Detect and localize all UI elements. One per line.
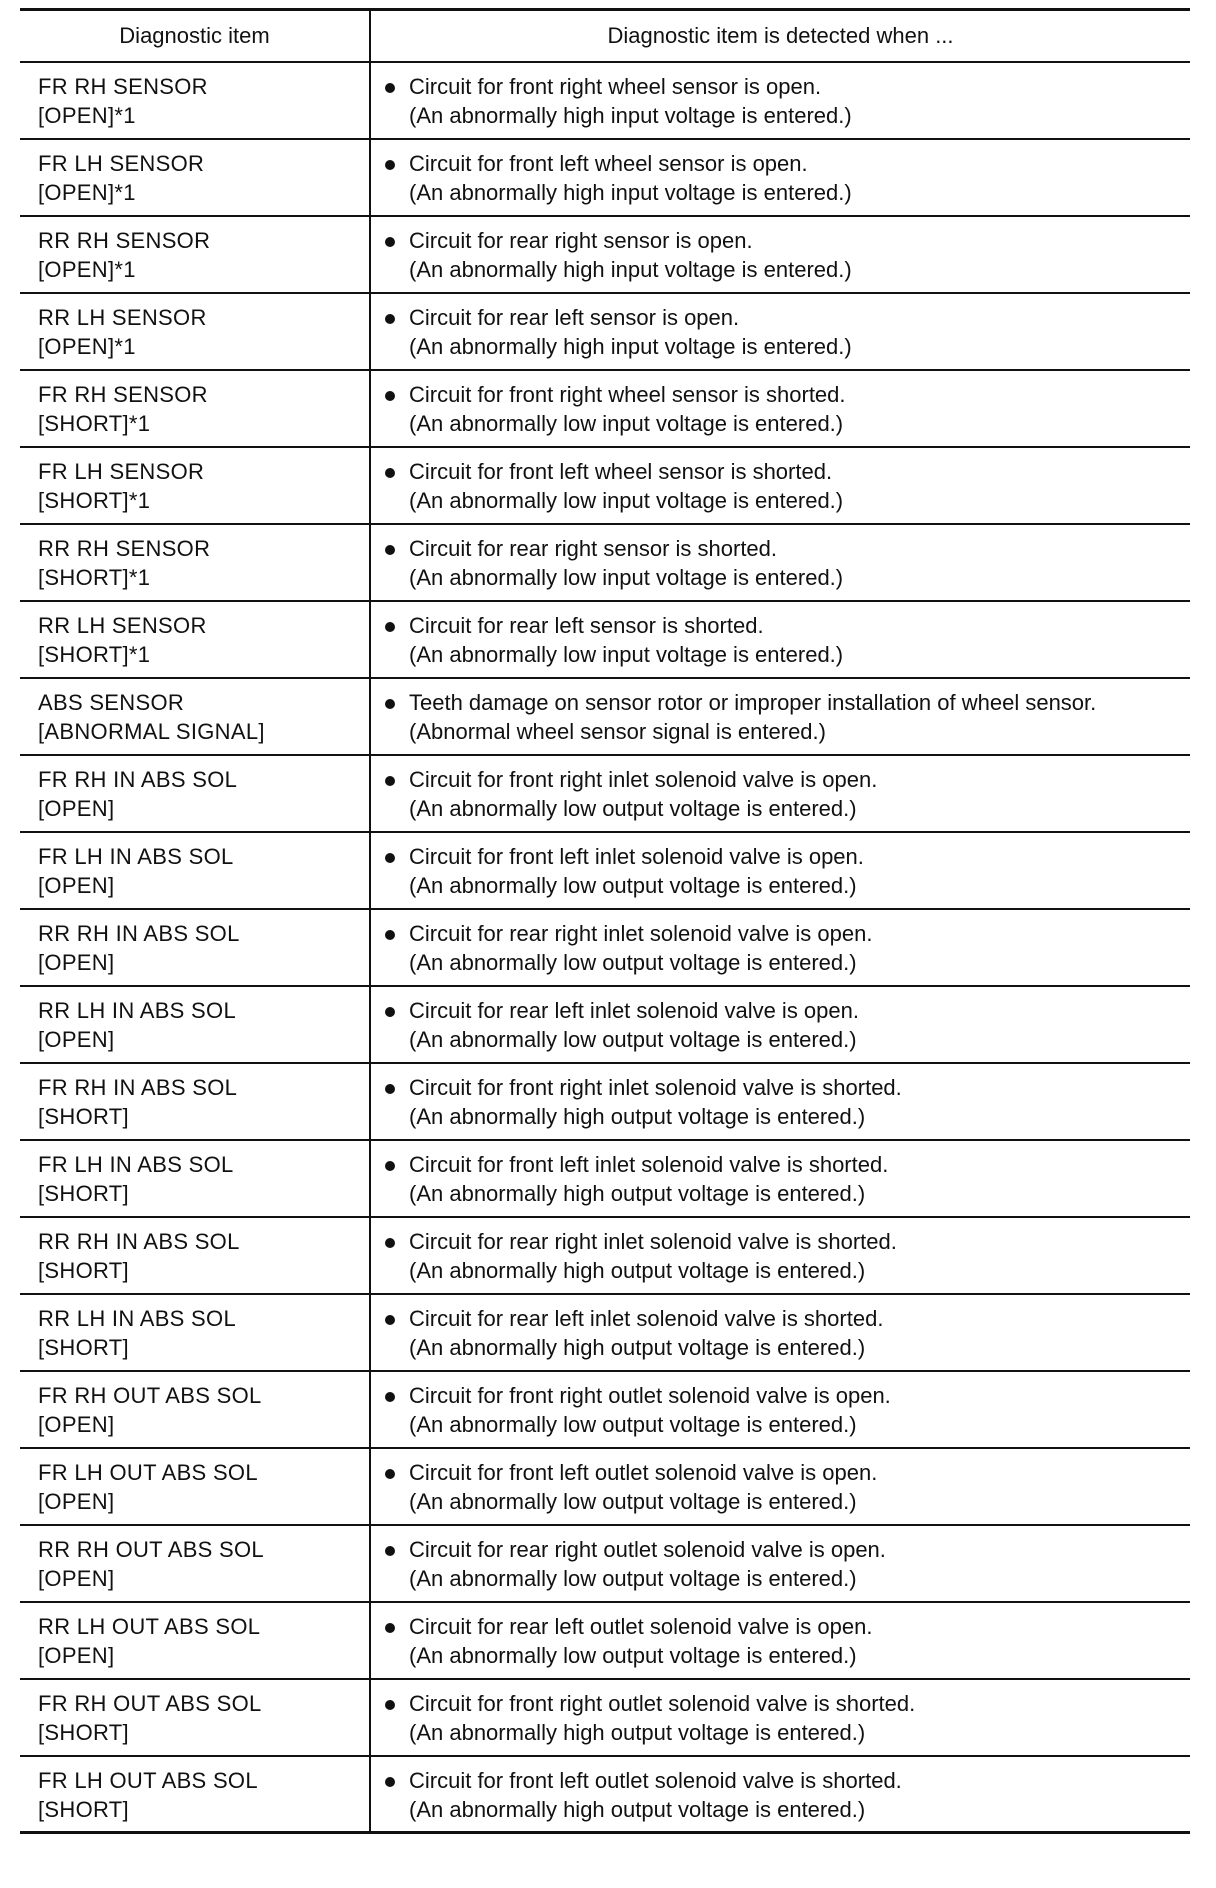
diagnostic-item-cell <box>20 447 370 524</box>
detection-condition: Circuit for front right outlet solenoid valve is shorted. <box>409 1690 916 1716</box>
detection-condition: Circuit for front left wheel sensor is open. <box>409 150 808 176</box>
diagnostic-item-condition: [OPEN]*1 <box>38 256 136 282</box>
detection-condition-note: (An abnormally low output voltage is entered.) <box>409 1488 857 1514</box>
diagnostic-item-cell <box>20 1063 370 1140</box>
diagnostic-item-name: RR RH SENSOR <box>38 227 211 253</box>
diagnostic-item-condition: [SHORT] <box>38 1719 129 1745</box>
diagnostic-item-name: RR LH IN ABS SOL <box>38 997 236 1023</box>
table-row <box>20 1217 1190 1294</box>
table-row <box>20 139 1190 216</box>
detection-condition: Circuit for front left outlet solenoid valve is open. <box>409 1459 878 1485</box>
diagnostic-item-cell <box>20 293 370 370</box>
table-row <box>20 986 1190 1063</box>
diagnostic-item-cell <box>20 1525 370 1602</box>
diagnostic-item-condition: [SHORT]*1 <box>38 564 151 590</box>
diagnostic-item-condition: [OPEN]*1 <box>38 179 136 205</box>
diagnostic-item-cell <box>20 1602 370 1679</box>
diagnostic-item-condition: [OPEN]*1 <box>38 102 136 128</box>
bullet-icon <box>385 83 395 93</box>
table-row <box>20 1525 1190 1602</box>
diagnostic-item-cell <box>20 986 370 1063</box>
diagnostic-item-condition: [OPEN] <box>38 795 115 821</box>
header-detected-when: Diagnostic item is detected when ... <box>370 10 1190 62</box>
table-row <box>20 678 1190 755</box>
detection-condition-cell <box>370 293 1190 370</box>
detection-condition-cell <box>370 1371 1190 1448</box>
detection-condition-note: (An abnormally high output voltage is entered.) <box>409 1334 866 1360</box>
table-row <box>20 62 1190 139</box>
table-row <box>20 216 1190 293</box>
detection-condition-cell <box>370 447 1190 524</box>
table-row <box>20 447 1190 524</box>
diagnostic-item-name: RR LH IN ABS SOL <box>38 1305 236 1331</box>
diagnostic-item-condition: [SHORT] <box>38 1103 129 1129</box>
detection-condition: Circuit for front left inlet solenoid valve is shorted. <box>409 1151 889 1177</box>
diagnostic-item-name: RR LH SENSOR <box>38 612 207 638</box>
detection-condition-note: (An abnormally low output voltage is entered.) <box>409 795 857 821</box>
bullet-icon <box>385 1007 395 1017</box>
detection-condition-cell <box>370 1756 1190 1833</box>
detection-condition: Circuit for rear right sensor is shorted. <box>409 535 778 561</box>
diagnostic-item-name: FR LH OUT ABS SOL <box>38 1459 258 1485</box>
diagnostic-item-condition: [OPEN] <box>38 872 115 898</box>
bullet-icon <box>385 1469 395 1479</box>
diagnostic-item-condition: [OPEN] <box>38 1411 115 1437</box>
detection-condition: Circuit for front right inlet solenoid valve is open. <box>409 766 878 792</box>
diagnostic-item-cell <box>20 832 370 909</box>
diagnostic-item-name: RR RH IN ABS SOL <box>38 920 240 946</box>
bullet-icon <box>385 699 395 709</box>
detection-condition-cell <box>370 986 1190 1063</box>
diagnostic-item-name: FR RH IN ABS SOL <box>38 1074 238 1100</box>
detection-condition: Circuit for front right inlet solenoid valve is shorted. <box>409 1074 902 1100</box>
table-row <box>20 293 1190 370</box>
detection-condition: Circuit for rear left sensor is shorted. <box>409 612 764 638</box>
diagnostic-item-cell <box>20 524 370 601</box>
detection-condition: Circuit for rear right inlet solenoid valve is shorted. <box>409 1228 897 1254</box>
detection-condition: Circuit for front left outlet solenoid valve is shorted. <box>409 1767 902 1793</box>
table-header <box>20 10 1190 62</box>
detection-condition: Circuit for rear left outlet solenoid valve is open. <box>409 1613 873 1639</box>
detection-condition-cell <box>370 62 1190 139</box>
detection-condition-note: (An abnormally low input voltage is entered.) <box>409 564 844 590</box>
detection-condition: Circuit for rear right outlet solenoid valve is open. <box>409 1536 886 1562</box>
bullet-icon <box>385 930 395 940</box>
diagnostic-item-cell <box>20 370 370 447</box>
diagnostic-item-name: FR RH SENSOR <box>38 381 208 407</box>
table-row <box>20 1679 1190 1756</box>
detection-condition-note: (An abnormally low output voltage is entered.) <box>409 872 857 898</box>
diagnostic-item-condition: [OPEN] <box>38 1642 115 1668</box>
diagnostic-item-cell <box>20 216 370 293</box>
diagnostic-item-cell <box>20 1448 370 1525</box>
detection-condition-cell <box>370 370 1190 447</box>
bullet-icon <box>385 237 395 247</box>
diagnostic-item-cell <box>20 678 370 755</box>
table-row <box>20 1602 1190 1679</box>
table-row <box>20 832 1190 909</box>
diagnostic-item-cell <box>20 1217 370 1294</box>
table-row <box>20 1448 1190 1525</box>
diagnostic-item-name: FR LH IN ABS SOL <box>38 1151 234 1177</box>
diagnostic-item-name: FR RH OUT ABS SOL <box>38 1382 262 1408</box>
detection-condition-cell <box>370 909 1190 986</box>
detection-condition-cell <box>370 1140 1190 1217</box>
diagnostic-item-cell <box>20 1756 370 1833</box>
table-row <box>20 524 1190 601</box>
detection-condition: Circuit for rear left sensor is open. <box>409 304 740 330</box>
bullet-icon <box>385 391 395 401</box>
diagnostic-item-name: RR RH SENSOR <box>38 535 211 561</box>
diagnostic-item-name: RR LH SENSOR <box>38 304 207 330</box>
detection-condition-note: (An abnormally low output voltage is entered.) <box>409 1026 857 1052</box>
detection-condition-note: (An abnormally high output voltage is entered.) <box>409 1719 866 1745</box>
diagnostic-item-condition: [SHORT] <box>38 1180 129 1206</box>
diagnostic-item-condition: [OPEN] <box>38 949 115 975</box>
detection-condition: Teeth damage on sensor rotor or improper installation of wheel sensor. <box>409 689 1097 715</box>
detection-condition: Circuit for front right wheel sensor is shorted. <box>409 381 846 407</box>
detection-condition-cell <box>370 678 1190 755</box>
bullet-icon <box>385 1623 395 1633</box>
detection-condition-cell <box>370 601 1190 678</box>
diagnostic-item-name: FR LH OUT ABS SOL <box>38 1767 258 1793</box>
table-row <box>20 1756 1190 1833</box>
detection-condition-note: (An abnormally low output voltage is entered.) <box>409 1642 857 1668</box>
bullet-icon <box>385 622 395 632</box>
table-row <box>20 1294 1190 1371</box>
diagnostic-table <box>20 8 1190 1834</box>
table-row <box>20 601 1190 678</box>
bullet-icon <box>385 1161 395 1171</box>
detection-condition: Circuit for front right outlet solenoid valve is open. <box>409 1382 891 1408</box>
detection-condition-cell <box>370 1448 1190 1525</box>
detection-condition: Circuit for rear right inlet solenoid valve is open. <box>409 920 873 946</box>
detection-condition-note: (An abnormally high output voltage is entered.) <box>409 1257 866 1283</box>
diagnostic-item-name: FR RH IN ABS SOL <box>38 766 238 792</box>
diagnostic-item-name: FR LH SENSOR <box>38 458 205 484</box>
diagnostic-item-condition: [OPEN] <box>38 1026 115 1052</box>
bullet-icon <box>385 1546 395 1556</box>
diagnostic-item-cell <box>20 755 370 832</box>
detection-condition-note: (An abnormally low output voltage is entered.) <box>409 1411 857 1437</box>
detection-condition-note: (An abnormally high output voltage is entered.) <box>409 1796 866 1822</box>
table-row <box>20 1140 1190 1217</box>
diagnostic-table-page <box>20 8 1190 1834</box>
diagnostic-item-cell <box>20 601 370 678</box>
diagnostic-item-cell <box>20 1294 370 1371</box>
detection-condition-cell <box>370 1525 1190 1602</box>
detection-condition: Circuit for front left inlet solenoid valve is open. <box>409 843 864 869</box>
header-row <box>20 10 1190 62</box>
detection-condition-note: (An abnormally low output voltage is entered.) <box>409 1565 857 1591</box>
bullet-icon <box>385 776 395 786</box>
diagnostic-item-condition: [OPEN]*1 <box>38 333 136 359</box>
table-body <box>20 62 1190 1833</box>
diagnostic-item-name: FR LH SENSOR <box>38 150 205 176</box>
diagnostic-item-cell <box>20 909 370 986</box>
bullet-icon <box>385 468 395 478</box>
bullet-icon <box>385 1700 395 1710</box>
detection-condition-cell <box>370 139 1190 216</box>
diagnostic-item-condition: [OPEN] <box>38 1488 115 1514</box>
diagnostic-item-condition: [ABNORMAL SIGNAL] <box>38 718 265 744</box>
bullet-icon <box>385 853 395 863</box>
detection-condition: Circuit for rear left inlet solenoid valve is open. <box>409 997 859 1023</box>
detection-condition-note: (An abnormally high input voltage is entered.) <box>409 179 852 205</box>
diagnostic-item-condition: [SHORT] <box>38 1334 129 1360</box>
detection-condition-cell <box>370 1679 1190 1756</box>
bullet-icon <box>385 1315 395 1325</box>
diagnostic-item-cell <box>20 1371 370 1448</box>
diagnostic-item-condition: [SHORT]*1 <box>38 641 151 667</box>
detection-condition-note: (An abnormally low input voltage is entered.) <box>409 487 844 513</box>
detection-condition: Circuit for rear left inlet solenoid valve is shorted. <box>409 1305 884 1331</box>
detection-condition-cell <box>370 1217 1190 1294</box>
diagnostic-item-name: RR RH IN ABS SOL <box>38 1228 240 1254</box>
table-row <box>20 755 1190 832</box>
bullet-icon <box>385 1084 395 1094</box>
detection-condition: Circuit for front left wheel sensor is shorted. <box>409 458 833 484</box>
bullet-icon <box>385 1777 395 1787</box>
detection-condition-note: (An abnormally high input voltage is entered.) <box>409 102 852 128</box>
detection-condition-cell <box>370 1602 1190 1679</box>
diagnostic-item-name: RR RH OUT ABS SOL <box>38 1536 264 1562</box>
diagnostic-item-cell <box>20 1140 370 1217</box>
bullet-icon <box>385 1238 395 1248</box>
detection-condition-note: (An abnormally high output voltage is entered.) <box>409 1180 866 1206</box>
detection-condition-cell <box>370 524 1190 601</box>
detection-condition-note: (An abnormally high input voltage is entered.) <box>409 256 852 282</box>
diagnostic-item-name: FR LH IN ABS SOL <box>38 843 234 869</box>
diagnostic-item-name: ABS SENSOR <box>38 689 185 715</box>
bullet-icon <box>385 1392 395 1402</box>
diagnostic-item-condition: [SHORT]*1 <box>38 487 151 513</box>
detection-condition-note: (Abnormal wheel sensor signal is entered.) <box>409 718 826 744</box>
table-row <box>20 1063 1190 1140</box>
diagnostic-item-name: RR LH OUT ABS SOL <box>38 1613 261 1639</box>
detection-condition-note: (An abnormally high output voltage is entered.) <box>409 1103 866 1129</box>
bullet-icon <box>385 314 395 324</box>
diagnostic-item-condition: [OPEN] <box>38 1565 115 1591</box>
diagnostic-item-cell <box>20 1679 370 1756</box>
diagnostic-item-name: FR RH SENSOR <box>38 73 208 99</box>
detection-condition-note: (An abnormally low input voltage is entered.) <box>409 641 844 667</box>
bullet-icon <box>385 160 395 170</box>
detection-condition-note: (An abnormally high input voltage is entered.) <box>409 333 852 359</box>
diagnostic-item-cell <box>20 62 370 139</box>
detection-condition-cell <box>370 755 1190 832</box>
detection-condition-cell <box>370 216 1190 293</box>
detection-condition-cell <box>370 1294 1190 1371</box>
diagnostic-item-cell <box>20 139 370 216</box>
detection-condition: Circuit for front right wheel sensor is open. <box>409 73 822 99</box>
diagnostic-item-condition: [SHORT]*1 <box>38 410 151 436</box>
header-diagnostic-item: Diagnostic item <box>20 10 370 62</box>
diagnostic-item-condition: [SHORT] <box>38 1796 129 1822</box>
detection-condition-note: (An abnormally low output voltage is entered.) <box>409 949 857 975</box>
detection-condition-cell <box>370 832 1190 909</box>
detection-condition: Circuit for rear right sensor is open. <box>409 227 753 253</box>
detection-condition-note: (An abnormally low input voltage is entered.) <box>409 410 844 436</box>
diagnostic-item-condition: [SHORT] <box>38 1257 129 1283</box>
bullet-icon <box>385 545 395 555</box>
table-row <box>20 1371 1190 1448</box>
diagnostic-item-name: FR RH OUT ABS SOL <box>38 1690 262 1716</box>
detection-condition-cell <box>370 1063 1190 1140</box>
table-row <box>20 909 1190 986</box>
table-row <box>20 370 1190 447</box>
